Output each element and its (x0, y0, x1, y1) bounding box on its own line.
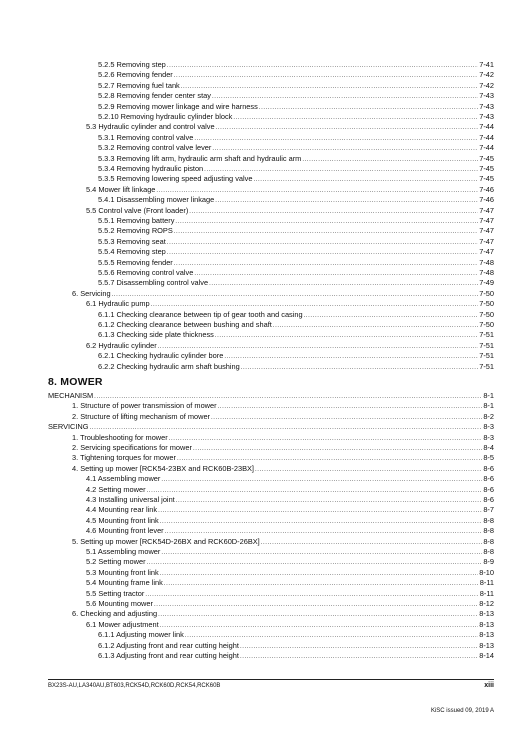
toc-entry-title: 5. Setting up mower [RCK54D-26BX and RCK60D-26BX] (72, 536, 260, 546)
toc-entry-title: 4.2 Setting mower (86, 484, 146, 494)
toc-entry-page: 7-48 (479, 268, 494, 277)
issue-info: KiSC issued 09, 2019 A (430, 708, 494, 714)
toc-entry[interactable] (98, 164, 494, 174)
toc-entry-page: 8-5 (483, 453, 494, 463)
footer-page-number: xiii (484, 682, 494, 689)
toc-entry[interactable] (48, 422, 494, 432)
toc-entry[interactable] (98, 143, 494, 153)
toc-entry-title: SERVICING (48, 422, 89, 432)
toc-entry-page: 8-4 (483, 443, 494, 452)
toc-entry-title: 6.1 Mower adjustment (86, 619, 159, 629)
toc-entry[interactable] (98, 81, 494, 91)
toc-entry-title: 4.3 Installing universal joint (86, 495, 175, 504)
toc-entry-page: 8-11 (479, 588, 494, 598)
toc-entry-title: 5.3 Hydraulic cylinder and control valve (86, 122, 215, 132)
toc-entry-title: 5.2.6 Removing fender (98, 70, 173, 80)
toc-entry-page: 7-44 (479, 143, 494, 153)
toc-entry[interactable] (98, 362, 494, 372)
toc-entry-page: 7-47 (479, 236, 494, 246)
footer-rule (48, 679, 494, 680)
toc-entry[interactable] (86, 341, 494, 351)
toc-entry-page: 7-50 (479, 320, 494, 329)
toc-entry[interactable] (86, 599, 494, 609)
toc-entry-page: 8-7 (483, 505, 494, 515)
toc-entry-page: 7-43 (479, 112, 494, 121)
toc-entry[interactable] (86, 474, 494, 484)
toc-entry-title: 5.5.1 Removing battery (98, 216, 175, 225)
toc-entry-page: 8-13 (479, 619, 494, 629)
toc-entry-title: 5.3.3 Removing lift arm, hydraulic arm shaft and hydraulic arm (98, 153, 302, 163)
toc-entry-title: 6.1.2 Checking clearance between bushing and shaft (98, 320, 272, 329)
toc-entry[interactable] (86, 299, 494, 309)
toc-entry[interactable] (86, 185, 494, 195)
toc-entry[interactable] (72, 464, 494, 474)
toc-entry-page: 7-42 (479, 80, 494, 90)
toc-entry[interactable] (48, 391, 494, 401)
toc-entry[interactable] (98, 310, 494, 320)
toc-entry-page: 7-50 (479, 299, 494, 309)
toc-entry[interactable] (86, 495, 494, 505)
toc-entry-page: 8-9 (483, 557, 494, 567)
toc-entry-page: 7-46 (479, 195, 494, 205)
toc-entry[interactable] (86, 526, 494, 536)
toc-entry-page: 8-10 (479, 567, 494, 577)
toc-entry[interactable] (86, 578, 494, 588)
toc-entry[interactable] (72, 453, 494, 463)
toc-entry-page: 7-47 (479, 216, 494, 225)
toc-entry-page: 7-50 (479, 309, 494, 319)
toc-entry-page: 7-51 (479, 330, 494, 340)
toc-entry-title: 5.4 Mounting frame link (86, 578, 163, 588)
toc-entry-title: 6.1.1 Checking clearance between tip of gear tooth and casing (98, 309, 303, 319)
toc-entry-page: 8-6 (483, 495, 494, 504)
toc-entry-page: 8-3 (483, 432, 494, 442)
section-heading: 8. MOWER (48, 376, 103, 388)
toc-entry[interactable] (98, 278, 494, 288)
toc-entry-title: 5.5.7 Disassembling control valve (98, 278, 209, 288)
toc-entry-title: 5.3.2 Removing control valve lever (98, 143, 212, 153)
toc-entry-title: 5.5 Control valve (Front loader) (86, 205, 189, 215)
toc-entry-page: 7-43 (479, 91, 494, 101)
toc-entry[interactable] (98, 630, 494, 640)
toc-entry[interactable] (86, 485, 494, 495)
toc-entry-title: 5.3.4 Removing hydraulic piston (98, 164, 204, 173)
toc-entry-title: 5.5.2 Removing ROPS (98, 226, 173, 236)
toc-entry-title: 5.2.7 Removing fuel tank (98, 80, 180, 90)
toc-entry-page: 8-8 (483, 526, 494, 536)
toc-entry-page: 7-45 (479, 174, 494, 184)
toc-entry-title: 1. Structure of power transmission of mower (72, 401, 217, 411)
toc-entry[interactable] (72, 401, 494, 411)
toc-entry[interactable] (72, 443, 494, 453)
toc-entry-page: 7-45 (479, 164, 494, 173)
toc-entry-page: 8-1 (483, 391, 494, 400)
toc-entry-page: 7-49 (479, 278, 494, 288)
toc-entry-title: 5.2.9 Removing mower linkage and wire harness (98, 101, 258, 111)
toc-entry-page: 8-11 (479, 578, 494, 588)
toc-entry[interactable] (98, 330, 494, 340)
toc-entry-page: 7-41 (479, 60, 494, 69)
toc-entry-page: 7-42 (479, 70, 494, 80)
toc-entry[interactable] (86, 547, 494, 557)
toc-entry-title: 5.4 Mower lift linkage (86, 184, 156, 194)
toc-entry[interactable] (98, 91, 494, 101)
toc-entry-page: 7-44 (479, 122, 494, 132)
toc-entry-title: 5.6 Mounting mower (86, 599, 153, 608)
toc-entry[interactable] (98, 226, 494, 236)
toc-entry[interactable] (98, 133, 494, 143)
toc-entry-title: 6.2.1 Checking hydraulic cylinder bore (98, 351, 224, 361)
toc-entry[interactable] (98, 216, 494, 226)
toc-entry-page: 8-13 (479, 640, 494, 650)
toc-entry[interactable] (98, 247, 494, 257)
toc-entry-title: 6.1.3 Adjusting front and rear cutting height (98, 651, 239, 660)
toc-entry-page: 8-2 (483, 411, 494, 421)
toc-entry-page: 8-13 (479, 630, 494, 640)
toc-entry[interactable] (98, 237, 494, 247)
toc-entry-title: 5.5.4 Removing step (98, 247, 166, 257)
toc-entry-title: 2. Servicing specifications for mower (72, 443, 192, 452)
toc-entry-title: 5.2 Setting mower (86, 557, 146, 567)
toc-entry-title: 6.1.3 Checking side plate thickness (98, 330, 214, 340)
toc-entry[interactable] (86, 589, 494, 599)
toc-entry-page: 8-6 (483, 463, 494, 473)
toc-entry-title: 5.2.8 Removing fender center stay (98, 91, 211, 101)
toc-entry-page: 7-45 (479, 153, 494, 163)
toc-entry-page: 7-43 (479, 101, 494, 111)
toc-entry-title: 5.3.5 Removing lowering speed adjusting valve (98, 174, 253, 184)
toc-entry[interactable] (98, 641, 494, 651)
toc-entry-page: 7-51 (479, 351, 494, 361)
toc-entry-page: 7-47 (479, 205, 494, 215)
toc-entry[interactable] (86, 620, 494, 630)
toc-entry-page: 7-44 (479, 132, 494, 142)
toc-entry[interactable] (98, 112, 494, 122)
toc-entry-page: 8-8 (483, 547, 494, 556)
dot-leader (240, 652, 478, 662)
toc-entry-page: 7-47 (479, 226, 494, 236)
toc-entry-title: 5.5.6 Removing control valve (98, 268, 194, 277)
toc-entry-title: 4. Setting up mower [RCK54-23BX and RCK60B-23BX] (72, 463, 254, 473)
toc-entry[interactable] (72, 433, 494, 443)
toc-entry-title: 5.4.1 Disassembling mower linkage (98, 195, 215, 205)
toc-entry-title: 6. Servicing (72, 288, 111, 298)
toc-entry-page: 8-6 (483, 484, 494, 494)
toc-entry-title: 6.2.2 Checking hydraulic arm shaft bushing (98, 361, 240, 371)
toc-entry[interactable] (98, 651, 494, 661)
toc-entry-page: 7-51 (479, 361, 494, 371)
toc-entry-page: 8-1 (483, 401, 494, 411)
toc-entry-page: 8-3 (483, 422, 494, 432)
toc-entry-title: 2. Structure of lifting mechanism of mower (72, 411, 211, 421)
toc-entry-title: 4.6 Mounting front lever (86, 526, 164, 536)
toc-entry-page: 7-48 (479, 257, 494, 267)
toc-entry[interactable] (86, 206, 494, 216)
toc-entry[interactable] (98, 258, 494, 268)
toc-entry-title: 5.5.3 Removing seat (98, 236, 166, 246)
toc-entry[interactable] (86, 122, 494, 132)
toc-entry-page: 8-8 (483, 536, 494, 546)
toc-entry-page: 7-47 (479, 247, 494, 257)
toc-entry[interactable] (98, 102, 494, 112)
toc-entry-title: MECHANISM (48, 391, 94, 400)
toc-entry-title: 5.1 Assembling mower (86, 547, 161, 556)
toc-entry[interactable] (86, 505, 494, 515)
toc-entry-title: 4.1 Assembling mower (86, 474, 161, 484)
toc-entry-title: 6.1.2 Adjusting front and rear cutting height (98, 640, 239, 650)
toc-entry[interactable] (98, 320, 494, 330)
toc-entry-page: 8-8 (483, 515, 494, 525)
toc-entry-title: 1. Troubleshooting for mower (72, 432, 168, 442)
toc-entry[interactable] (72, 537, 494, 547)
toc-entry-page: 7-50 (479, 288, 494, 298)
toc-entry-title: 3. Tightening torques for mower (72, 453, 176, 463)
toc-entry-title: 5.3.1 Removing control valve (98, 132, 194, 142)
toc-entry-title: 6.2 Hydraulic cylinder (86, 340, 157, 350)
toc-entry[interactable] (98, 351, 494, 361)
dot-leader (241, 363, 478, 373)
toc-entry[interactable] (86, 568, 494, 578)
toc-entry-title: 5.5 Setting tractor (86, 588, 145, 598)
toc-entry-title: 6.1 Hydraulic pump (86, 299, 150, 309)
toc-entry[interactable] (86, 516, 494, 526)
toc-entry-page: 8-12 (479, 599, 494, 608)
toc-entry[interactable] (72, 412, 494, 422)
toc-entry[interactable] (98, 154, 494, 164)
toc-entry[interactable] (98, 60, 494, 70)
toc-entry[interactable] (86, 557, 494, 567)
toc-entry[interactable] (98, 195, 494, 205)
toc-entry[interactable] (72, 289, 494, 299)
toc-entry-title: 6. Checking and adjusting (72, 609, 158, 619)
toc-entry-title: 6.1.1 Adjusting mower link (98, 630, 184, 640)
toc-entry[interactable] (98, 268, 494, 278)
toc-entry-title: 4.4 Mounting rear link (86, 505, 158, 515)
toc-entry-title: 5.2.10 Removing hydraulic cylinder block (98, 112, 233, 121)
toc-entry-title: 4.5 Mounting front link (86, 515, 159, 525)
toc-entry[interactable] (72, 609, 494, 619)
toc-entry-page: 8-13 (479, 609, 494, 619)
toc-entry-title: 5.5.5 Removing fender (98, 257, 173, 267)
toc-entry-title: 5.2.5 Removing step (98, 60, 166, 69)
toc-entry-title: 5.3 Mounting front link (86, 567, 159, 577)
toc-entry-page: 8-14 (479, 651, 494, 660)
toc-entry[interactable] (98, 174, 494, 184)
toc-entry-page: 7-51 (479, 340, 494, 350)
toc-entry[interactable] (98, 70, 494, 80)
toc-entry-page: 7-46 (479, 184, 494, 194)
toc-entry-page: 8-6 (483, 474, 494, 484)
footer-model-list: BX23S-AU,LA340AU,BT603,RCK54D,RCK60D,RCK54,RCK60B (48, 683, 221, 689)
